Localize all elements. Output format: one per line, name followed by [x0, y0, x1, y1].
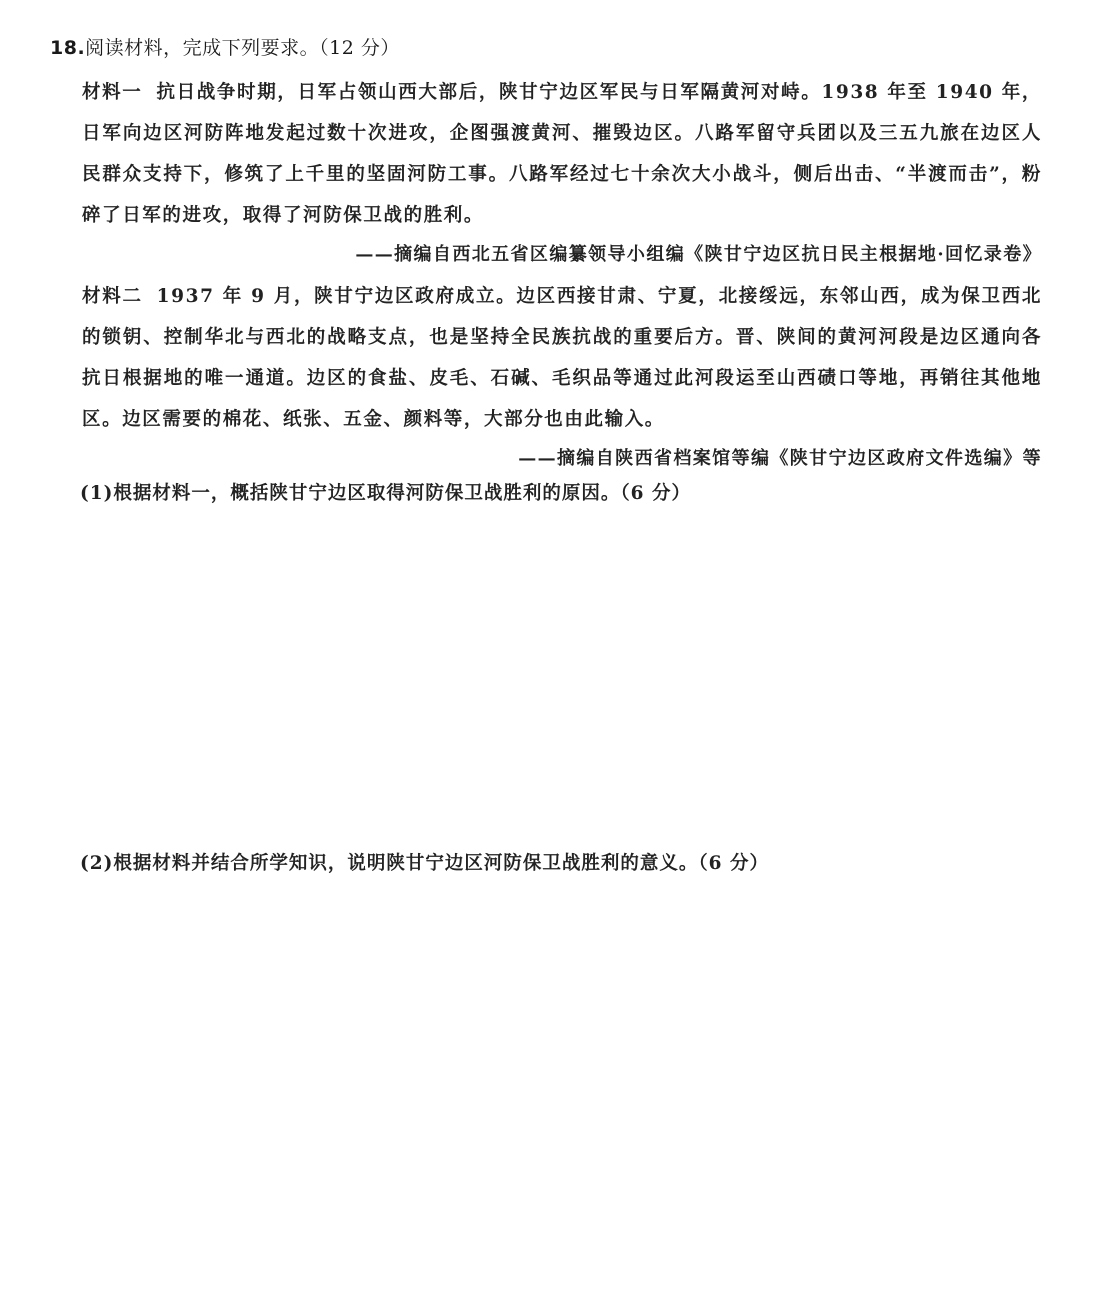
answer-area-1[interactable] [50, 520, 1050, 840]
subquestion-2: (2)根据材料并结合所学知识，说明陕甘宁边区河防保卫战胜利的意义。（6 分） [80, 853, 769, 874]
material-one-label: 材料一 [82, 82, 143, 103]
answer-area-2[interactable] [50, 890, 1050, 1290]
material-one [82, 72, 1042, 270]
question-header [50, 34, 400, 62]
subquestion-1: (1)根据材料一，概括陕甘宁边区取得河防保卫战胜利的原因。（6 分） [80, 483, 691, 504]
material-two-label: 材料二 [82, 286, 143, 307]
material-two-text: 1937 年 9 月，陕甘宁边区政府成立。边区西接甘肃、宁夏，北接绥远，东邻山西，成为保卫西北的锁钥、控制华北与西北的战略支点，也是坚持全民族抗战的重要后方。晋、陕间的黄河河段是边区通向各抗日根据地的唯一通道。边区的食盐、皮毛、石碱、毛织品等通过此河段运至山西碛口等地，再销往其他地区。边区需要的棉花、纸张、五金、颜料等，大部分也由此输入。 [82, 286, 1042, 430]
material-one-source: ——摘编自西北五省区编纂领导小组编《陕甘宁边区抗日民主根据地·回忆录卷》 [355, 244, 1042, 265]
question-instruction: 阅读材料，完成下列要求。（12 分） [85, 37, 400, 59]
question-number: 18. [50, 37, 86, 59]
material-two-body [82, 276, 1042, 440]
material-two-source: ——摘编自陕西省档案馆等编《陕甘宁边区政府文件选编》等 [518, 448, 1042, 469]
material-one-body [82, 72, 1042, 236]
material-one-text: 抗日战争时期，日军占领山西大部后，陕甘宁边区军民与日军隔黄河对峙。1938 年至 1940 年，日军向边区河防阵地发起过数十次进攻，企图强渡黄河、摧毁边区。八路军留守兵团以及三五九旅在边区人民群众支持下，修筑了上千里的坚固河防工事。八路军经过七十余次大小战斗，侧后出击、“半渡而击”，粉碎了日军的进攻，取得了河防保卫战的胜利。 [82, 82, 1042, 226]
material-two [82, 276, 1042, 474]
